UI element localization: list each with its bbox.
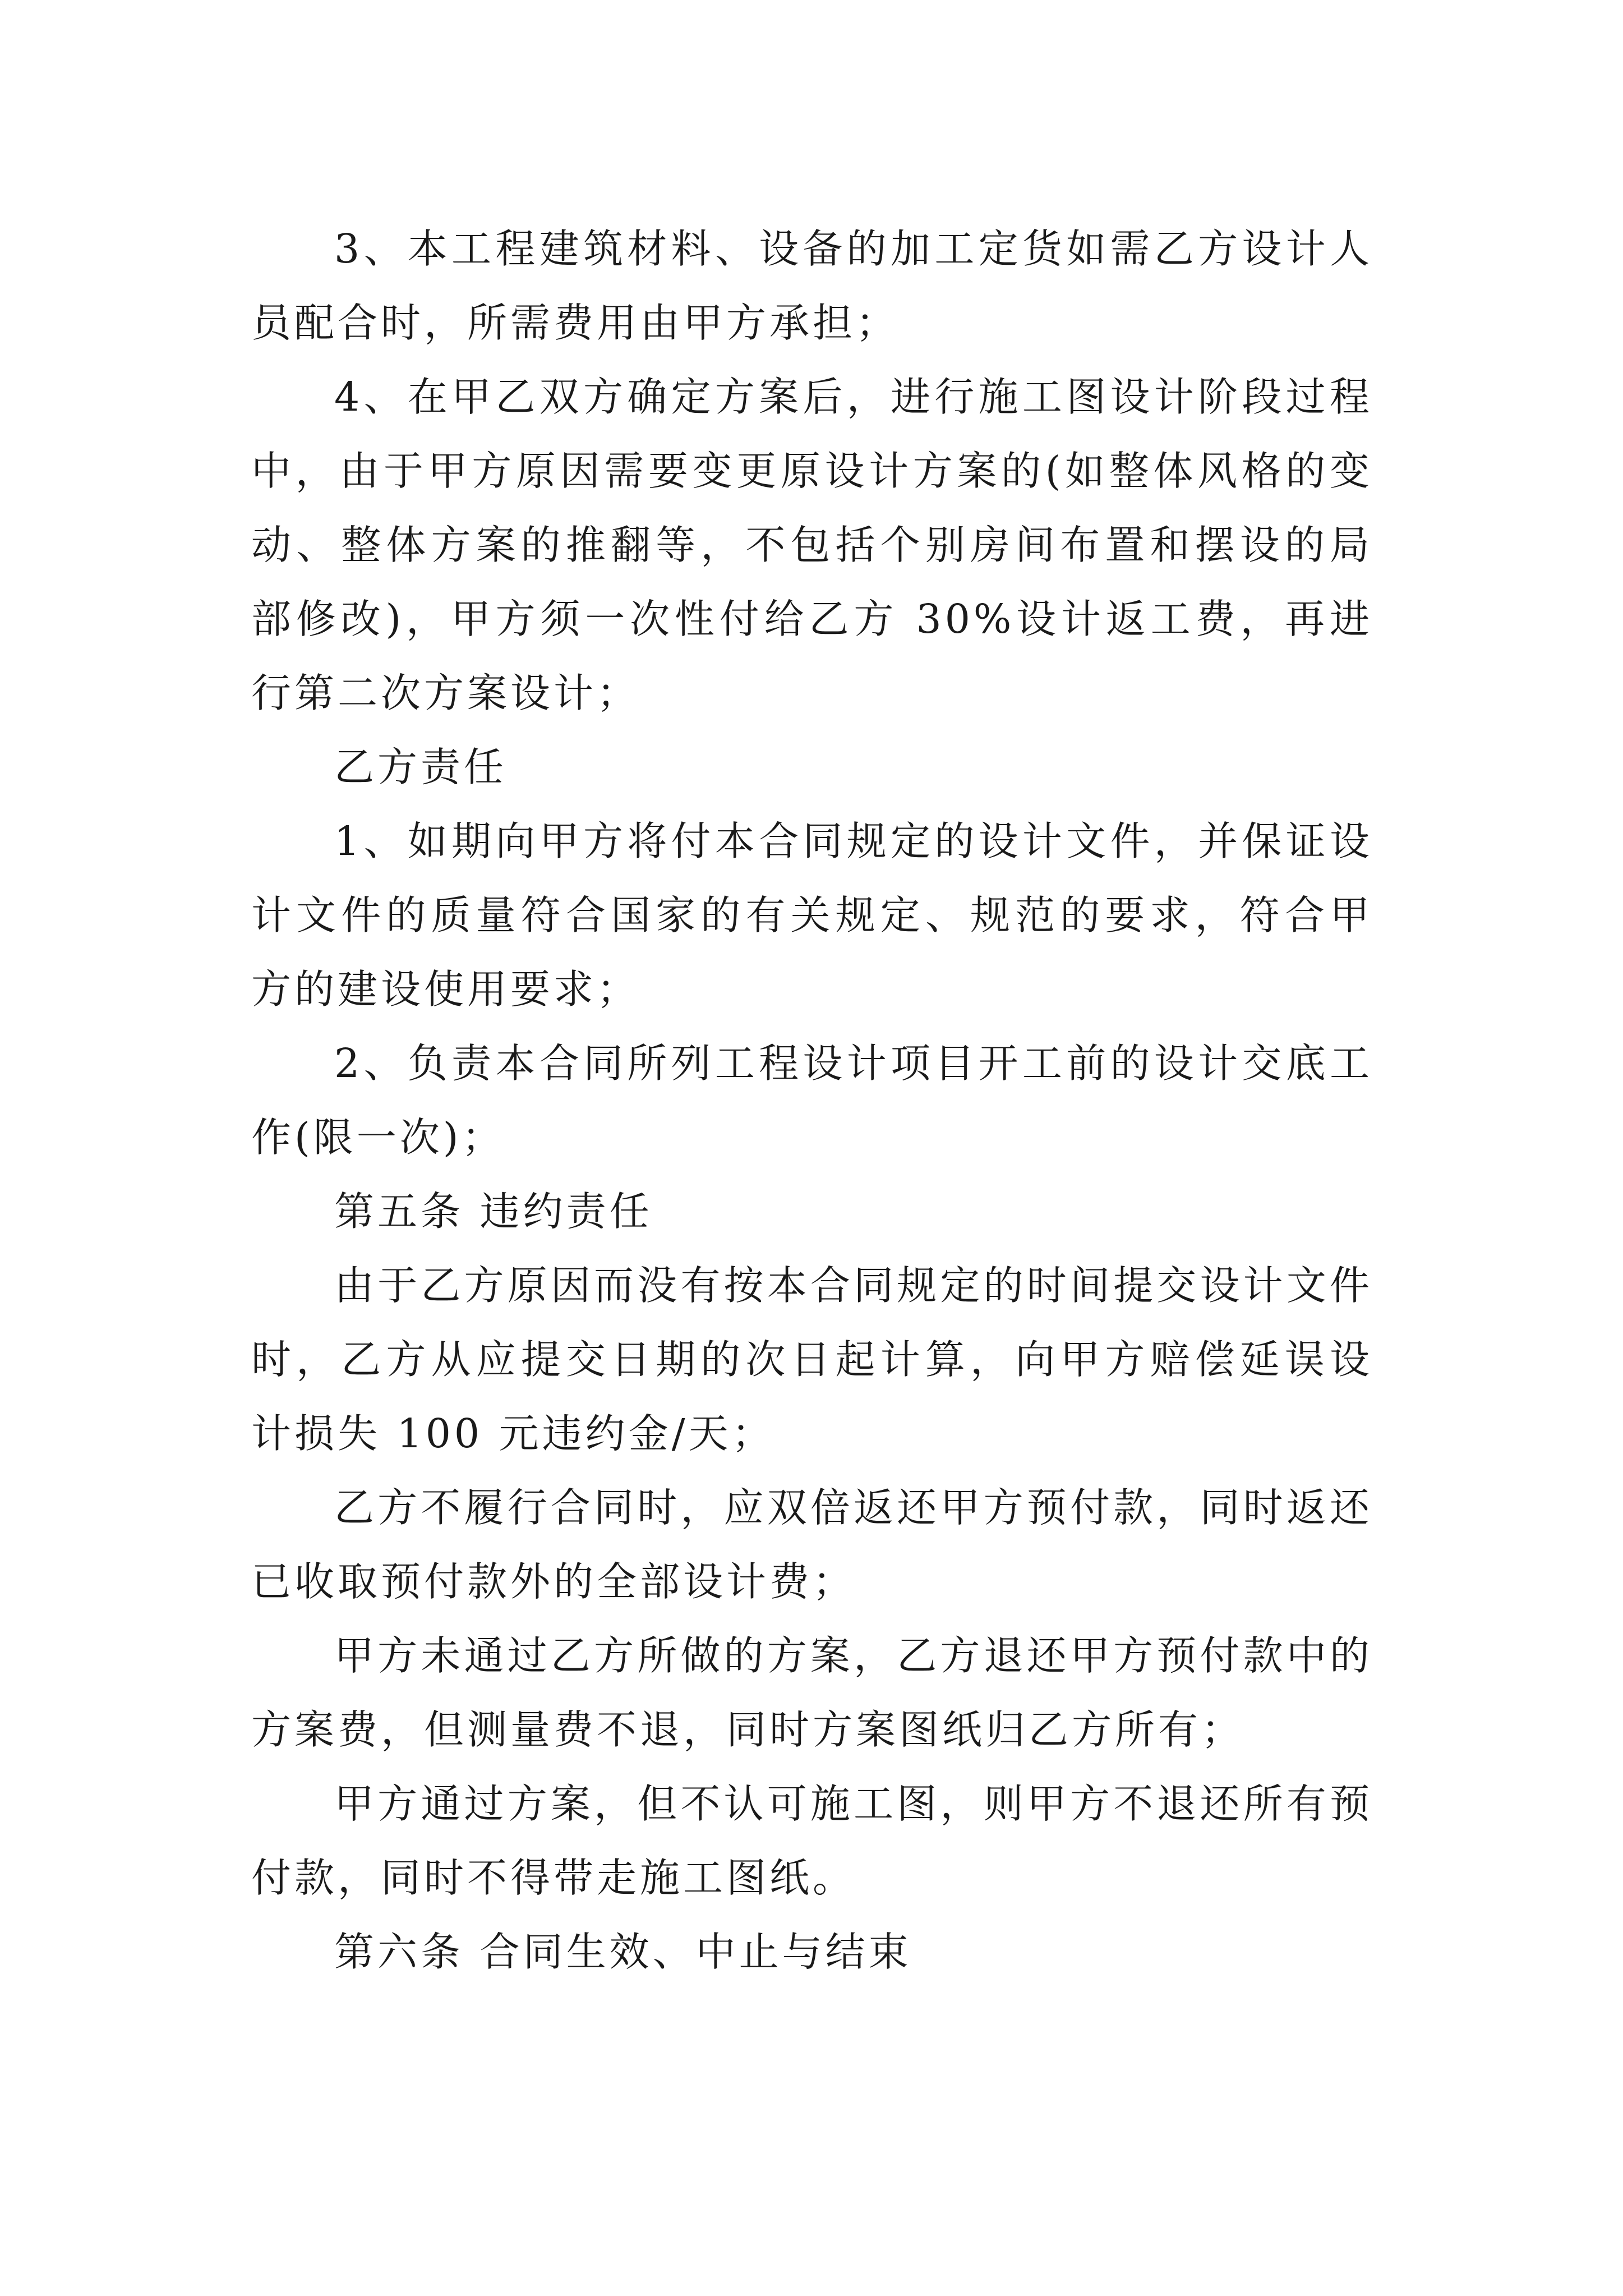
clause-proposal-rejected: 甲方未通过乙方所做的方案，乙方退还甲方预付款中的方案费，但测量费不退，同时方案图纸归乙方所有； (251, 1632, 1373, 1753)
clause-b1-deliver-documents: 1、如期向甲方将付本合同规定的设计文件，并保证设计文件的质量符合国家的有关规定、规范的要求，符合甲方的建设使用要求； (251, 818, 1373, 1013)
clause-4-design-change: 4、在甲乙双方确定方案后，进行施工图设计阶段过程中，由于甲方原因需要变更原设计方案的(如整体风格的变动、整体方案的推翻等，不包括个别房间布置和摆设的局部修改)，甲方须一次性付给乙方 30%设计返工费，再进行第二次方案设计； (251, 374, 1373, 716)
heading-article-6-effect: 第六条 合同生效、中止与结束 (334, 1929, 912, 1975)
document-body (251, 212, 1373, 1989)
heading-party-b-responsibility: 乙方责任 (334, 744, 508, 790)
heading-article-5-breach: 第五条 违约责任 (334, 1188, 653, 1235)
clause-b2-design-briefing: 2、负责本合同所列工程设计项目开工前的设计交底工作(限一次)； (251, 1040, 1373, 1161)
clause-party-b-nonperformance: 乙方不履行合同时，应双倍返还甲方预付款，同时返还已收取预付款外的全部设计费； (251, 1484, 1373, 1605)
clause-drawings-rejected: 甲方通过方案，但不认可施工图，则甲方不退还所有预付款，同时不得带走施工图纸。 (251, 1780, 1373, 1901)
clause-3-materials: 3、本工程建筑材料、设备的加工定货如需乙方设计人员配合时，所需费用由甲方承担； (251, 226, 1373, 346)
clause-late-delivery-penalty: 由于乙方原因而没有按本合同规定的时间提交设计文件时，乙方从应提交日期的次日起计算，向甲方赔偿延误设计损失 100 元违约金/天； (251, 1262, 1373, 1457)
